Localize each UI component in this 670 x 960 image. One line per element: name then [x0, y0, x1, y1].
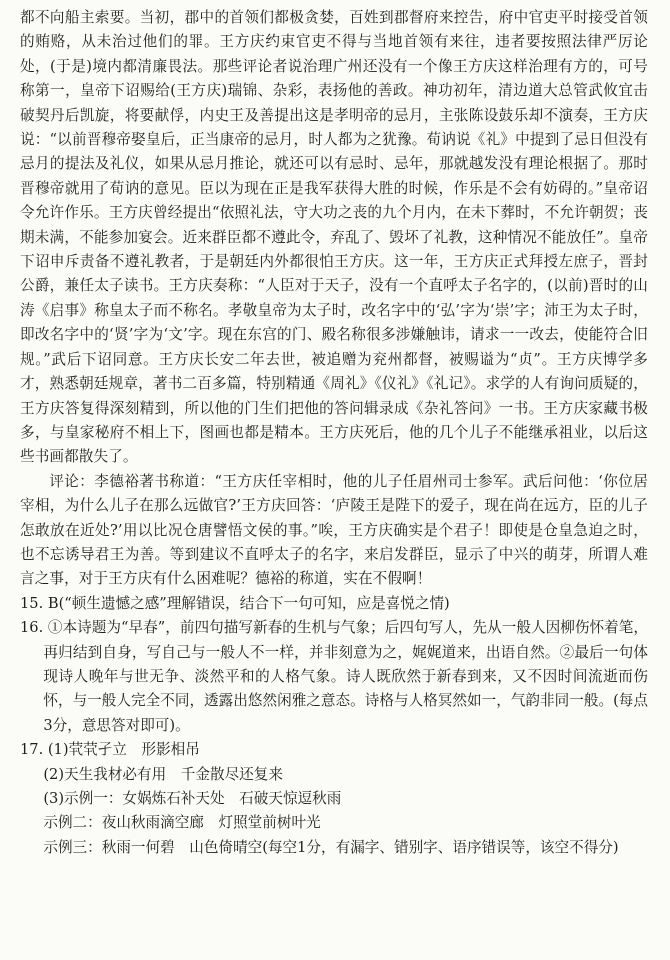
passage-paragraph-2-commentary: 评论：李德裕著书称道：“王方庆任宰相时，他的儿子任眉州司士参军。武后问他：‘你位居宰相，为什么儿子在那么远做官?’王方庆回答：‘庐陵王是陛下的爱子，现在尚在远方，臣的儿子怎敢放在近处?’用以比况仓唐譬悟文侯的事。”唉，王方庆确实是个君子！即使是仓皇急迫之时，也不忘诱导君王为善。等到建议不直呼太子的名字，来启发群臣，显示了中兴的萌芽，所谓人难言之事，对于王方庆有什么困难呢？德裕的称道，实在不假啊！	[20, 472, 648, 588]
answer-17-example3: 示例三：秋雨一何碧 山色倚晴空(每空1分，有漏字、错别字、语序错误等，该空不得分)	[43, 838, 619, 856]
passage-paragraph-1: 都不向船主索要。当初，郡中的首领们都极贪婪，百姓到郡督府来控告，府中官吏平时接受首领的贿赂，从未治过他们的罪。王方庆约束官吏不得与当地首领有来往，违者要按照法律严厉论处，(于是)境内都清廉畏法。那些评论者说治理广州还没有一个像王方庆这样治理有方的，可号称第一，皇帝下诏赐给(王方庆)瑞锦、杂彩，表扬他的善政。神功初年，清边道大总管武攸宜击破契丹后凯旋，将要献俘，内史王及善提出这是孝明帝的忌月，主张陈设鼓乐却不演奏，王方庆说：“以前晋穆帝娶皇后，正当康帝的忌月，时人都为之犹豫。荀讷说《礼》中提到了忌日但没有忌月的提法及礼仪，如果从忌月推论，就还可以有忌时、忌年，那就越发没有理论根据了。那时晋穆帝就用了荀讷的意见。臣以为现在正是我军获得大胜的时候，作乐是不会有妨碍的。”皇帝诏令允许作乐。王方庆曾经提出“依照礼法，守大功之丧的九个月内，在未下葬时，不允许朝贺；丧期未满，不能参加宴会。近来群臣都不遵此令，弃乱了、毁坏了礼教，这种情况不能放任”。皇帝下诏申斥责备不遵礼教者，于是朝廷内外都很怕王方庆。这一年，王方庆正式拜授左庶子，晋封公爵，兼任太子读书。王方庆奏称：“人臣对于天子，没有一个直呼太子名字的，(以前)晋时的山涛《启事》称皇太子而不称名。孝敬皇帝为太子时，改名字中的‘弘’字为‘崇’字；沛王为太子时，即改名字中的‘贤’字为‘文’字。现在东宫的门、殿名称很多涉嫌触讳，请求一一改去，使能符合旧规。”武后下诏同意。王方庆长安二年去世，被追赠为兖州都督，被赐谥为“贞”。王方庆博学多才，熟悉朝廷规章，著书二百多篇，特别精通《周礼》《仪礼》《礼记》。求学的人有询问质疑的，王方庆答复得深刻精到，所以他的门生们把他的答问辑录成《杂礼答问》一书。王方庆家藏书极多，与皇家秘府不相上下，图画也都是精本。王方庆死后，他的几个儿子不能继承祖业，以后这些书画都散失了。	[20, 9, 648, 466]
answer-15: 15. B(“顿生遗憾之感”理解错误，结合下一句可知，应是喜悦之情)	[20, 594, 450, 612]
answer-17-example2: 示例二：夜山秋雨滴空廊 灯照堂前树叶光	[43, 814, 321, 832]
answer-16: 16. ①本诗题为“早春”，前四句描写新春的生机与气象；后四句写人，先从一般人因柳伤怀着笔，再归结到自身，写自己与一般人不一样，并非刻意为之，娓娓道来，出语自然。②最后一句体现诗人晚年与世无争、淡然平和的人格气象。诗人既欣然于新春到来，又不因时间流逝而伤怀，与一般人完全不同，透露出悠然闲雅之意态。诗格与人格冥然如一，气韵非同一般。(每点3分，意思答对即可)。	[20, 619, 648, 734]
answer-17-part3: (3)示例一：女娲炼石补天处 石破天惊逗秋雨	[43, 790, 342, 807]
answer-17-title: 17. (1)茕茕孑立 形影相吊	[20, 741, 200, 759]
answer-17-part2: (2)天生我材必有用 千金散尽还复来	[43, 765, 283, 783]
